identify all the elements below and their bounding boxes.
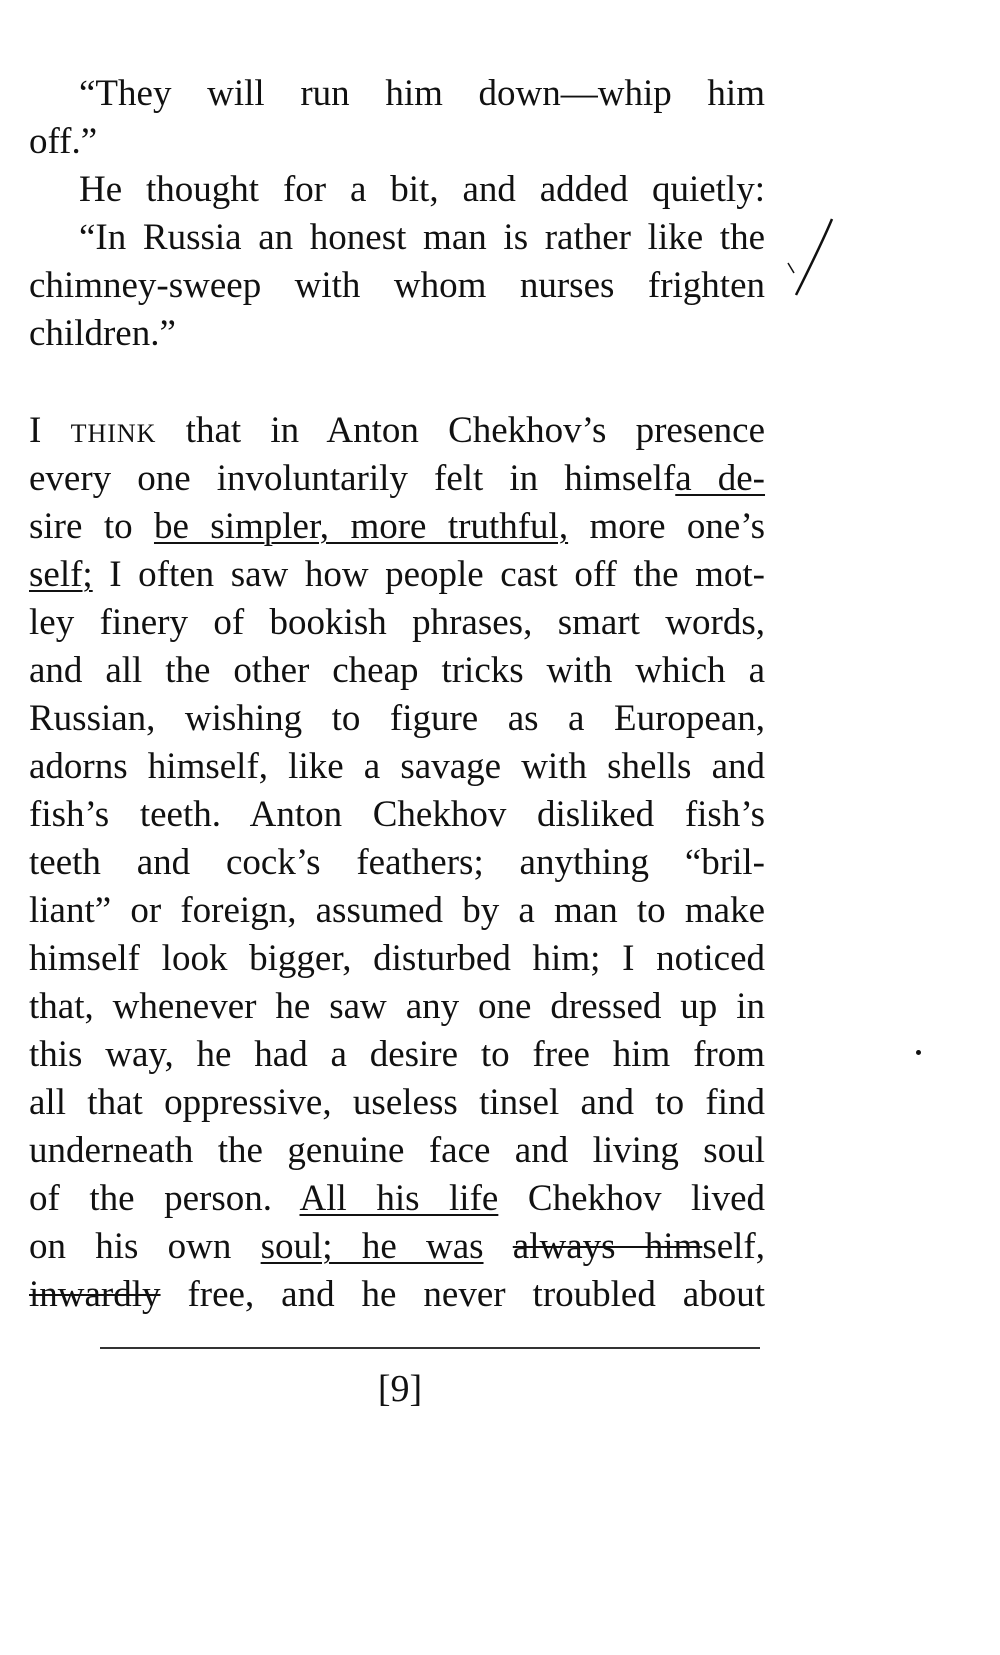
text-line — [29, 551, 765, 599]
page-number: [9] — [377, 1368, 423, 1410]
text-line: chimney-sweep with whom nurses frighten — [29, 265, 765, 306]
text-line: that, whenever he saw any one dressed up in — [29, 986, 765, 1027]
underlined-text: All his life — [299, 1178, 499, 1219]
text-line — [29, 455, 765, 503]
text-line — [29, 1223, 765, 1271]
text-fragment: every one involuntarily felt in himself — [29, 458, 676, 499]
text-line: all that oppressive, useless tinsel and to find — [29, 1082, 765, 1123]
text-line — [29, 1175, 765, 1223]
underlined-text: a de- — [675, 458, 766, 499]
text-line: fish’s teeth. Anton Chekhov disliked fish’s — [29, 794, 765, 835]
margin-slash-mark — [780, 215, 840, 305]
text-fragment: sire to — [29, 506, 133, 547]
text-line: himself look bigger, disturbed him; I noticed — [29, 938, 765, 979]
main-paragraph — [29, 407, 765, 1319]
text-line: children.” — [29, 313, 176, 354]
text-line — [29, 1271, 765, 1319]
struck-text: always him — [512, 1226, 703, 1267]
text-line: off.” — [29, 121, 98, 162]
text-fragment: self, — [702, 1226, 766, 1267]
text-line: “They will run him down—whip him — [79, 73, 765, 114]
dialogue-block — [29, 70, 765, 358]
text-line: He thought for a bit, and added quietly: — [79, 169, 765, 210]
margin-dot — [916, 1050, 921, 1055]
text-line: and all the other cheap tricks with which a — [29, 650, 765, 691]
tick-stroke — [788, 263, 794, 273]
text-line: liant” or foreign, assumed by a man to make — [29, 890, 765, 931]
text-line: “In Russia an honest man is rather like the — [79, 217, 765, 258]
text-line: underneath the genuine face and living soul — [29, 1130, 765, 1171]
slash-stroke — [796, 219, 832, 295]
lead-letter: I — [29, 410, 42, 451]
text-fragment: of the person. — [29, 1178, 272, 1219]
text-fragment: I often saw how people cast off the mot- — [109, 554, 766, 595]
struck-text: inwardly — [29, 1274, 161, 1315]
text-line — [29, 503, 765, 551]
text-fragment: Chekhov lived — [527, 1178, 766, 1219]
underlined-text: be simpler, more truthful, — [153, 506, 569, 547]
text-fragment: that in Anton Chekhov’s presence — [185, 410, 765, 451]
text-line: ley finery of bookish phrases, smart words, — [29, 602, 765, 643]
lead-smallcaps: think — [70, 410, 157, 451]
text-line: Russian, wishing to figure as a European, — [29, 698, 765, 739]
text-line: adorns himself, like a savage with shells and — [29, 746, 765, 787]
text-fragment: on his own — [29, 1226, 232, 1267]
underlined-text: self; — [29, 554, 93, 595]
text-line — [29, 407, 765, 455]
text-fragment: free, and he never troubled about — [187, 1274, 765, 1315]
text-fragment: more one’s — [589, 506, 765, 547]
footer-rule — [100, 1347, 760, 1349]
text-line: this way, he had a desire to free him from — [29, 1034, 765, 1075]
text-line: teeth and cock’s feathers; anything “bril- — [29, 842, 765, 883]
underlined-text: soul; he was — [260, 1226, 484, 1267]
